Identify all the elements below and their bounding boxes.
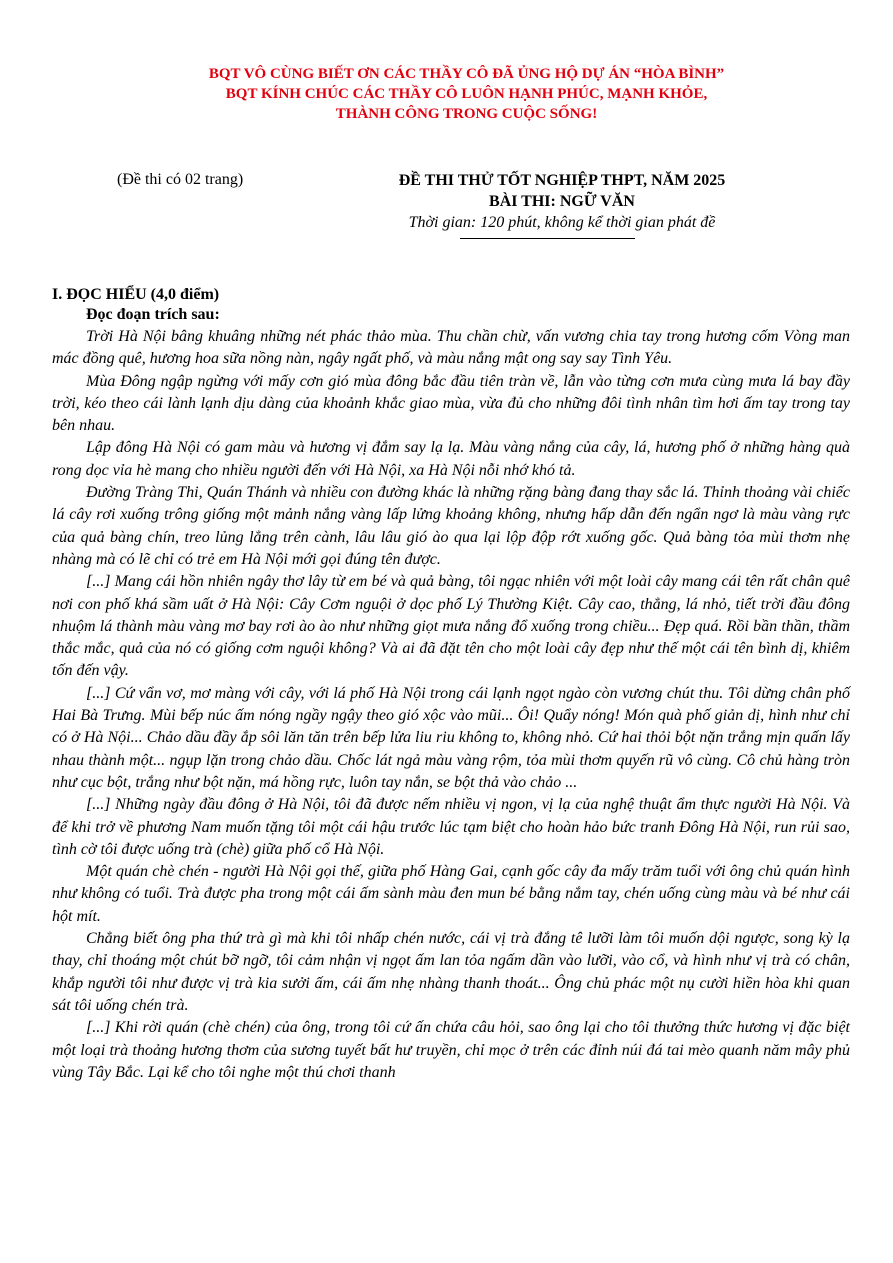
time-underline	[460, 238, 635, 239]
passage-paragraph: Một quán chè chén - người Hà Nội gọi thế, giữa phố Hàng Gai, cạnh gốc cây đa mấy trăm tuổi với ông chủ quán hình như không có tuổi. Trà được pha trong một cái ấm sành màu đen mun bé bằng nắm tay, chén uống cùng màu và bé như cái hột mít.	[52, 863, 850, 925]
banner-line-3: THÀNH CÔNG TRONG CUỘC SỐNG!	[335, 106, 598, 122]
passage-paragraph: Trời Hà Nội bâng khuâng những nét phác thảo mùa. Thu chần chừ, vấn vương chia tay trong hương cốm Vòng man mác đồng quê, hương hoa sữa nồng nàn, ngây ngất phố, và màu nắng mật ong say say Tình Yêu.	[52, 328, 850, 368]
passage-paragraph: Lập đông Hà Nội có gam màu và hương vị đắm say lạ lạ. Màu vàng nắng của cây, lá, hương phố ở những hàng quà rong dọc vỉa hè mang cho nhiều người đến với Hà Nội, xa Hà Nội nỗi nhớ khó tả.	[52, 439, 850, 479]
thank-you-banner	[60, 64, 873, 124]
passage-paragraph: Mùa Đông ngập ngừng với mấy cơn gió mùa đông bắc đầu tiên tràn về, lẫn vào từng cơn mưa cùng mưa lá bay đầy trời, kéo theo cái lành lạnh dịu dàng của khoảnh khắc giao mùa, vừa đủ cho những đôi tình nhân tìm hơi ấm tay trong tay bên nhau.	[52, 372, 850, 435]
passage-paragraph: Đường Tràng Thi, Quán Thánh và nhiều con đường khác là những rặng bàng đang thay sắc lá. Thỉnh thoảng vài chiếc lá cây rơi xuống trông giống một mảnh nắng vàng lấp lửng khoảng không, nhưng hấp dẫn đến ngẩn ngơ là màu vàng rực của quả bàng chín, treo lủng lẳng trên cành, lâu lâu gió ào qua lại lộp độp rớt xuống gốc. Quả bàng tỏa mùi thơm nhẹ nhàng mà có lẽ chỉ có trẻ em Hà Nội mới gọi đúng tên được.	[52, 484, 850, 568]
exam-subject: BÀI THI: NGỮ VĂN	[489, 193, 635, 210]
passage-paragraph: Chẳng biết ông pha thứ trà gì mà khi tôi nhấp chén nước, cái vị trà đắng tê lưỡi làm tôi muốn dội ngược, song kỳ lạ thay, chỉ thoáng một chút bỡ ngỡ, tôi cảm nhận vị ngọt ấm lan tỏa ngấm dần vào lưỡi, vào cổ, và hình như vị trà có chân, khắp người tôi như được vị trà kia sưởi ấm, cái ấm nhẹ nhàng thanh thoát... Ông chủ phác một nụ cười hiền hòa khi quan sát tôi uống chén trà.	[52, 930, 850, 1014]
exam-title: ĐỀ THI THỬ TỐT NGHIỆP THPT, NĂM 2025	[398, 172, 726, 189]
passage-paragraph: [...] Khi rời quán (chè chén) của ông, trong tôi cứ ấn chứa câu hỏi, sao ông lại cho tôi thưởng thức hương vị đặc biệt một loại trà thoảng hương thơm của sương tuyết bất hư truyền, chỉ mọc ở trên các đỉnh núi đá tai mèo quanh năm mây phủ vùng Tây Bắc. Lại kể cho tôi nghe một thú chơi thanh	[52, 1019, 850, 1081]
section-title: I. ĐỌC HIỂU (4,0 điểm)	[52, 286, 220, 303]
exam-time: Thời gian: 120 phút, không kể thời gian phát đề	[408, 214, 716, 231]
reading-passage	[52, 326, 850, 1084]
banner-line-2: BQT KÍNH CHÚC CÁC THẦY CÔ LUÔN HẠNH PHÚC, MẠNH KHỎE,	[225, 86, 708, 102]
pages-note: (Đề thi có 02 trang)	[117, 171, 244, 188]
passage-paragraph: [...] Mang cái hồn nhiên ngây thơ lây từ em bé và quả bàng, tôi ngạc nhiên với một loài cây mang cái tên rất chân quê nơi con phố khá sầm uất ở Hà Nội: Cây Cơm nguội ở dọc phố Lý Thường Kiệt. Cây cao, thẳng, lá nhỏ, tiết trời đầu đông nhuộm lá thành màu vàng mơ bay rơi ào ào như những giọt mưa nắng đổ xuống trong chiều... Đẹp quá. Rồi bần thần, thầm thắc mắc, quả của nó có giống cơm nguội không? Và ai đã đặt tên cho một loài cây đẹp như thế một cái tên bình dị, khiêm tốn đến vậy.	[52, 573, 850, 680]
passage-paragraph: [...] Những ngày đầu đông ở Hà Nội, tôi đã được nếm nhiều vị ngon, vị lạ của nghệ thuật ẩm thực người Hà Nội. Và để khi trở về phương Nam muốn tặng tôi một cái hậu trước lúc tạm biệt cho hoàn hảo bức tranh Đông Hà Nội, run rủi sao, tình cờ tôi được uống trà (chè) giữa phố cổ Hà Nội.	[52, 796, 850, 858]
passage-paragraph: [...] Cứ vẩn vơ, mơ màng với cây, với lá phố Hà Nội trong cái lạnh ngọt ngào còn vương chút thu. Tôi dừng chân phố Hai Bà Trưng. Mùi bếp núc ấm nóng ngầy ngậy theo gió xộc vào mũi... Ôi! Quẩy nóng! Món quà phố giản dị, hình như chỉ có ở Hà Nội... Chảo dầu đầy ắp sôi lăn tăn trên bếp lửa liu riu không to, không nhỏ. Cứ hai thỏi bột nặn trắng mịn quấn lấy nhau thành một... ngụp lặn trong chảo dầu. Chốc lát ngả màu vàng rộm, tỏa mùi thơm quyến rũ vô cùng. Cô chủ hàng tròn như cục bột, trắng như bột nặn, má hồng rực, luôn tay nắn, se bột thả vào chảo ...	[52, 684, 850, 791]
reading-instruction: Đọc đoạn trích sau:	[86, 306, 220, 323]
banner-line-1: BQT VÔ CÙNG BIẾT ƠN CÁC THẦY CÔ ĐÃ ỦNG HỘ DỰ ÁN “HÒA BÌNH”	[208, 66, 725, 82]
exam-header	[352, 170, 772, 234]
